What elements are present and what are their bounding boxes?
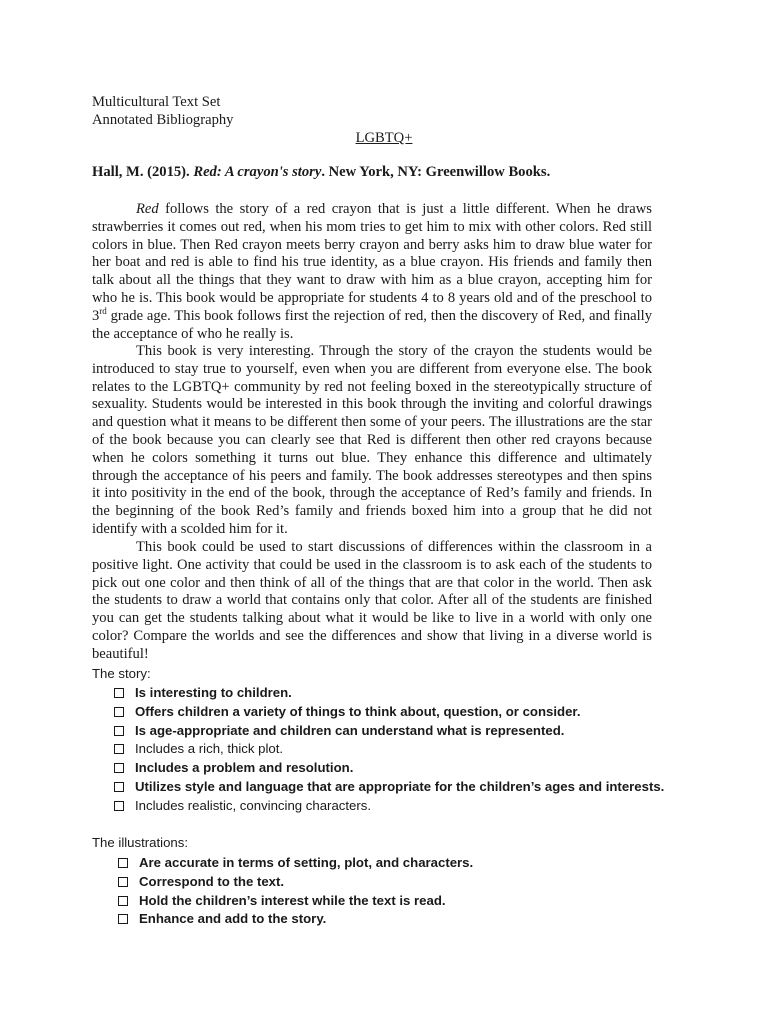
checkbox-icon[interactable] xyxy=(118,877,128,887)
checkbox-icon[interactable] xyxy=(118,858,128,868)
evaluation-paragraph xyxy=(92,343,652,539)
page-title: LGBTQ+ xyxy=(355,130,413,146)
story-section-label: The story: xyxy=(92,666,151,681)
checkbox-icon[interactable] xyxy=(114,801,124,811)
citation xyxy=(92,163,550,181)
checkbox-icon[interactable] xyxy=(114,763,124,773)
citation-publisher: . New York, NY: Greenwillow Books. xyxy=(321,164,551,180)
evaluation-text: This book is very interesting. Through the story of the crayon the students would be introduced to stay true to yourself, even when you are different from everyone else. The book relates to the LGBTQ+ community by red not feeling boxed in the stereotypically structure of sexuality. Students would be interested in this book through the inviting and colorful drawings and question what it means to be different then some of your peers. The illustrations are the star of the book because you can clearly see that Red is different then other red crayons because when he colors something it turns out blue. They enhance this difference and ultimately through the acceptance of his peers and family. The book addresses stereotypes and then spins it into positivity in the end of the book, through the acceptance of Red’s family and friends. In the beginning of the book Red’s family and friends boxed him into a group that he did not identify with a scolded him for it. xyxy=(92,343,652,537)
summary-text-a: follows the story of a red crayon that is just a little different. When he draws strawberries it comes out red, when his mom tries to get him to mix with other colors. Red still colors in blue. Then Red crayon meets berry crayon and berry asks him to draw blue water for her boat and red is able to find his true identity, as a blue crayon. His friends and family then talk about all the things that they want to draw with him as a blue crayon, accepting him for who he is. This book would be appropriate for students 4 to 8 years old and of the preschool to 3 xyxy=(92,201,652,324)
activity-paragraph xyxy=(92,539,652,664)
summary-superscript: rd xyxy=(99,305,107,316)
illustrations-section-label: The illustrations: xyxy=(92,835,189,850)
summary-text-b: grade age. This book follows first the rejection of red, then the discovery of Red, and finally the acceptance of who he really is. xyxy=(92,307,652,342)
checkbox-icon[interactable] xyxy=(114,744,124,754)
checkbox-icon[interactable] xyxy=(114,782,124,792)
activity-text: This book could be used to start discussions of differences within the classroom in a positive light. One activity that could be used in the classroom is to ask each of the students to pick out one color and then think of all of the things that are that color in the world. Then ask the students to draw a world that contains only that color. After all of the students are finished you can get the students talking about what it would be like to live in a world with only one color? Compare the worlds and see the differences and show that living in a diverse world is beautiful! xyxy=(92,539,652,662)
checkbox-icon[interactable] xyxy=(114,726,124,736)
checkbox-icon[interactable] xyxy=(118,896,128,906)
checkbox-icon[interactable] xyxy=(118,914,128,924)
checkbox-icon[interactable] xyxy=(114,707,124,717)
citation-book-title: Red: A crayon's story xyxy=(193,164,322,180)
summary-italic-red: Red xyxy=(136,201,159,217)
citation-authors: Hall, M. (2015). xyxy=(92,164,194,180)
checkbox-icon[interactable] xyxy=(114,688,124,698)
document-page: Multicultural Text Set Annotated Bibliography LGBTQ+ Hall, M. (2015). Red: A crayon's story. New York, NY: Greenwillow Books. Red follows the story of a red crayon that is just a little different. When he draws strawberries it comes out red, when his mom tries to get him to mix with other colors. Red still colors in blue. Then Red crayon meets berry crayon and berry asks him to draw blue water for her boat and red is able to find his true identity, as a blue crayon. His friends and family then talk about all the things that they want to draw with him as a blue crayon, accepting him for who he is. This book would be appropriate for students 4 to 8 years old and of the preschool to 3rd grade age. This book follows first the rejection of red, then the discovery of Red, and finally the acceptance of who he really is. This book is very interesting. Through the story of the crayon the students would be introduced to stay true to yourself, even when you are different from everyone else. The book relates to the LGBTQ+ community by red not feeling boxed in the stereotypically structure of sexuality. Students would be interested in this book through the inviting and colorful drawings and question what it means to be different then some of your peers. The illustrations are the star of the book because you can clearly see that Red is different then other red crayons because when he colors something it turns out blue. They enhance this difference and ultimately through the acceptance of his peers and family. The book addresses stereotypes and then spins it into positivity in the end of the book, through the acceptance of Red’s family and friends. In the beginning of the book Red’s family and friends boxed him into a group that he did not identify with a scolded him for it. This book could be used to start discussions of differences within the classroom in a positive light. One activity that could be used in the classroom is to ask each of the students to pick out one color and then think of all of the things that are that color in the world. Then ask the students to draw a world that contains only that color. After all of the students are finished you can get the students talking about what it would be like to live in a world with only one color? Compare the worlds and see the differences and show that living in a diverse world is beautiful! The story: Is interesting to children. Offers children a variety of things to think about, question, or consider. Is age-appropriate and children can understand what is represented. Includes a rich, thick plot. Includes a problem and resolution. Utilizes style and language that are appropriate for the children’s ages and interests. Includes realistic, convincing characters. The illustrations: Are accurate in terms of setting, plot, and characters. Correspond to the text. Hold the children’s interest while the text is read. Enhance and add to the story. xyxy=(0,0,768,1024)
header-subtitle: Annotated Bibliography xyxy=(92,112,234,128)
header-course: Multicultural Text Set xyxy=(92,94,221,110)
summary-paragraph xyxy=(92,201,652,343)
